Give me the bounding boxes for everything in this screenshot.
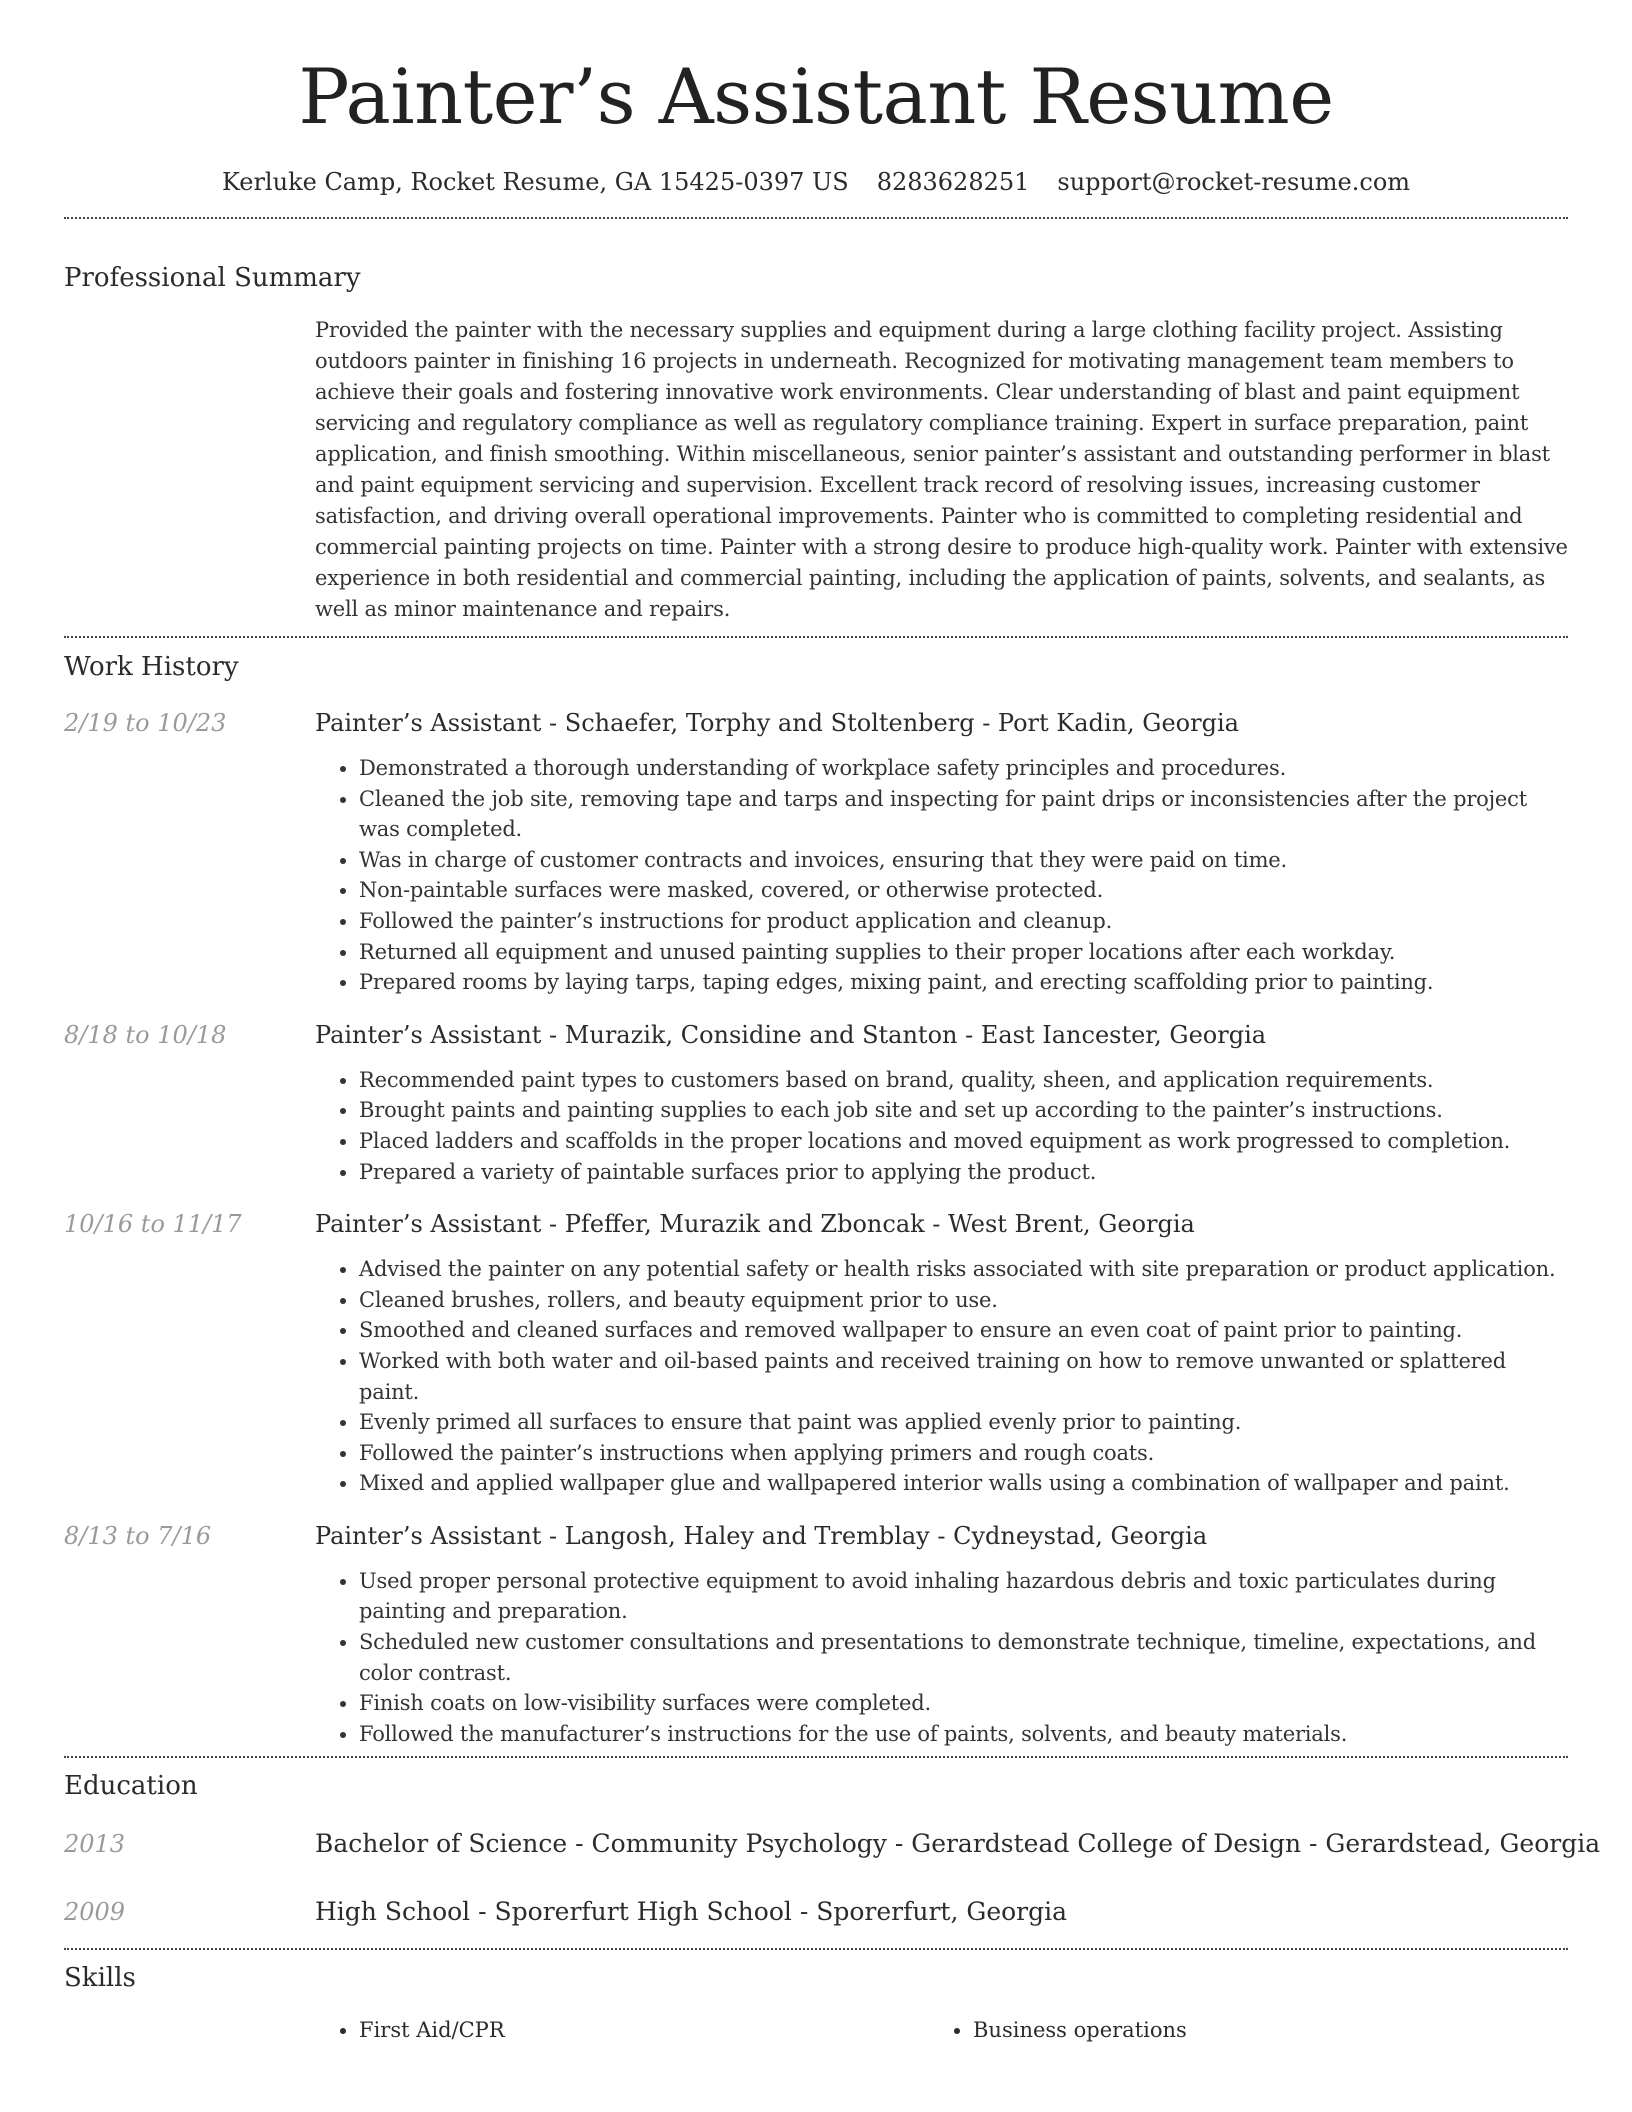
- job-dates: 2/19 to 10/23: [64, 709, 227, 737]
- section-heading-work: Work History: [64, 652, 239, 682]
- education-location: Gerardstead, Georgia: [1325, 1829, 1601, 1859]
- divider: [64, 217, 1568, 219]
- education-location: Sporerfurt, Georgia: [816, 1897, 1068, 1927]
- job-bullets: [315, 753, 1568, 998]
- list-item: • Used proper personal protective equipment to avoid inhaling hazardous debris and toxic particulates during painting and preparation.: [359, 1566, 1568, 1627]
- list-item: • Prepared rooms by laying tarps, taping edges, mixing paint, and erecting scaffolding prior to painting.: [359, 967, 1568, 998]
- job-title: Painter’s Assistant - Pfeffer, Murazik and Zboncak - West Brent, Georgia: [315, 1210, 1195, 1239]
- contact-line: [64, 166, 1568, 198]
- education-title: High School - Sporerfurt High School - Sporerfurt, Georgia: [315, 1897, 1068, 1927]
- list-item: • Evenly primed all surfaces to ensure that paint was applied evenly prior to painting.: [359, 1407, 1568, 1438]
- summary-section: [64, 261, 1568, 625]
- phone: 8283628251: [876, 168, 1030, 196]
- skills-columns: [315, 2015, 1568, 2045]
- section-heading-education: Education: [64, 1771, 198, 1802]
- list-item: • Worked with both water and oil-based paints and received training on how to remove unwanted or splattered paint.: [359, 1346, 1568, 1407]
- education-year: 2013: [64, 1830, 126, 1859]
- job-bullets: [315, 1254, 1568, 1499]
- resume-page: [64, 0, 1601, 2045]
- education-school: Gerardstead College of Design: [911, 1829, 1302, 1859]
- list-item: • Placed ladders and scaffolds in the proper locations and moved equipment as work progressed to completion.: [359, 1126, 1568, 1157]
- skills-section: [64, 1961, 1568, 2045]
- education-field: Community Psychology: [591, 1829, 887, 1859]
- list-item: • Demonstrated a thorough understanding of workplace safety principles and procedures.: [359, 753, 1568, 784]
- list-item: • Scheduled new customer consultations and presentations to demonstrate technique, timeline, expectations, and color contrast.: [359, 1627, 1568, 1688]
- list-item: • Smoothed and cleaned surfaces and removed wallpaper to ensure an even coat of paint prior to painting.: [359, 1315, 1568, 1346]
- resume-title: Painter’s Assistant Resume: [298, 52, 1334, 141]
- education-title: Bachelor of Science - Community Psychology - Gerardstead College of Design - Gerardstead, Georgia: [315, 1829, 1601, 1859]
- list-item: • Followed the painter’s instructions for product application and cleanup.: [359, 906, 1568, 937]
- job-title: Painter’s Assistant - Murazik, Considine and Stanton - East Iancester, Georgia: [315, 1020, 1267, 1049]
- job-entry: [64, 706, 1568, 998]
- education-degree: Bachelor of Science: [315, 1829, 568, 1859]
- job-dates: 10/16 to 11/17: [64, 1210, 242, 1239]
- list-item: • Brought paints and painting supplies to each job site and set up according to the painter’s instructions.: [359, 1095, 1568, 1126]
- email-link[interactable]: support@rocket-resume.com: [1057, 168, 1411, 196]
- list-item: • Returned all equipment and unused painting supplies to their proper locations after each workday.: [359, 937, 1568, 968]
- list-item: • Recommended paint types to customers based on brand, quality, sheen, and application requirements.: [359, 1065, 1568, 1096]
- divider: [64, 1756, 1568, 1758]
- list-item: • Prepared a variety of paintable surfaces prior to applying the product.: [359, 1157, 1568, 1188]
- education-school: Sporerfurt High School: [494, 1897, 792, 1927]
- list-item: • Followed the manufacturer’s instructions for the use of paints, solvents, and beauty materials.: [359, 1719, 1568, 1750]
- list-item: • Non-paintable surfaces were masked, covered, or otherwise protected.: [359, 875, 1568, 906]
- job-entry: [64, 1207, 1568, 1499]
- list-item: • Followed the painter’s instructions when applying primers and rough coats.: [359, 1438, 1568, 1469]
- job-bullets: [315, 1566, 1568, 1750]
- job-dates: 8/18 to 10/18: [64, 1020, 227, 1049]
- work-history-section: [64, 650, 1568, 1749]
- job-bullets: [315, 1065, 1568, 1187]
- education-entry: [64, 1895, 1568, 1929]
- summary-text: Provided the painter with the necessary supplies and equipment during a large clothing facility project. Assisting outdoors painter in finishing 16 projects in underneath. Recognized for motivating management team members to achieve their goals and fostering innovative work environments. Clear understanding of blast and paint equipment servicing and regulatory compliance as well as regulatory compliance training. Expert in surface preparation, paint application, and finish smoothing. Within miscellaneous, senior painter’s assistant and outstanding performer in blast and paint equipment servicing and supervision. Excellent track record of resolving issues, increasing customer satisfaction, and driving overall operational improvements. Painter who is committed to completing residential and commercial painting projects on time. Painter with a strong desire to produce high-quality work. Painter with extensive experience in both residential and commercial painting, including the application of paints, solvents, and sealants, as well as minor maintenance and repairs.: [315, 318, 1568, 621]
- job-entry: [64, 1519, 1568, 1750]
- divider: [64, 1948, 1568, 1950]
- list-item: • Mixed and applied wallpaper glue and wallpapered interior walls using a combination of wallpaper and paint.: [359, 1468, 1568, 1499]
- job-entry: [64, 1018, 1568, 1187]
- job-dates: 8/13 to 7/16: [64, 1521, 212, 1550]
- skills-list-left: [315, 2015, 929, 2045]
- address: Kerluke Camp, Rocket Resume, GA 15425-0397 US: [221, 168, 849, 196]
- job-title: Painter’s Assistant - Langosh, Haley and Tremblay - Cydneystad, Georgia: [315, 1521, 1208, 1550]
- skills-list-right: [929, 2015, 1543, 2045]
- section-heading-skills: Skills: [64, 1963, 136, 1994]
- education-degree: High School: [315, 1897, 471, 1927]
- list-item: • Cleaned brushes, rollers, and beauty equipment prior to use.: [359, 1285, 1568, 1316]
- education-section: [64, 1769, 1601, 1929]
- list-item: • Cleaned the job site, removing tape and tarps and inspecting for paint drips or inconsistencies after the project was completed.: [359, 784, 1568, 845]
- education-entry: [64, 1827, 1601, 1861]
- job-title: Painter’s Assistant - Schaefer, Torphy and Stoltenberg - Port Kadin, Georgia: [315, 709, 1239, 737]
- list-item: • Was in charge of customer contracts and invoices, ensuring that they were paid on time.: [359, 845, 1568, 876]
- section-heading-summary: Professional Summary: [64, 263, 361, 293]
- education-year: 2009: [64, 1898, 126, 1927]
- list-item: • Finish coats on low-visibility surfaces were completed.: [359, 1688, 1568, 1719]
- skill-item: • First Aid/CPR: [359, 2015, 929, 2045]
- skill-item: • Business operations: [973, 2015, 1543, 2045]
- divider: [64, 636, 1568, 638]
- list-item: • Advised the painter on any potential safety or health risks associated with site preparation or product application.: [359, 1254, 1568, 1285]
